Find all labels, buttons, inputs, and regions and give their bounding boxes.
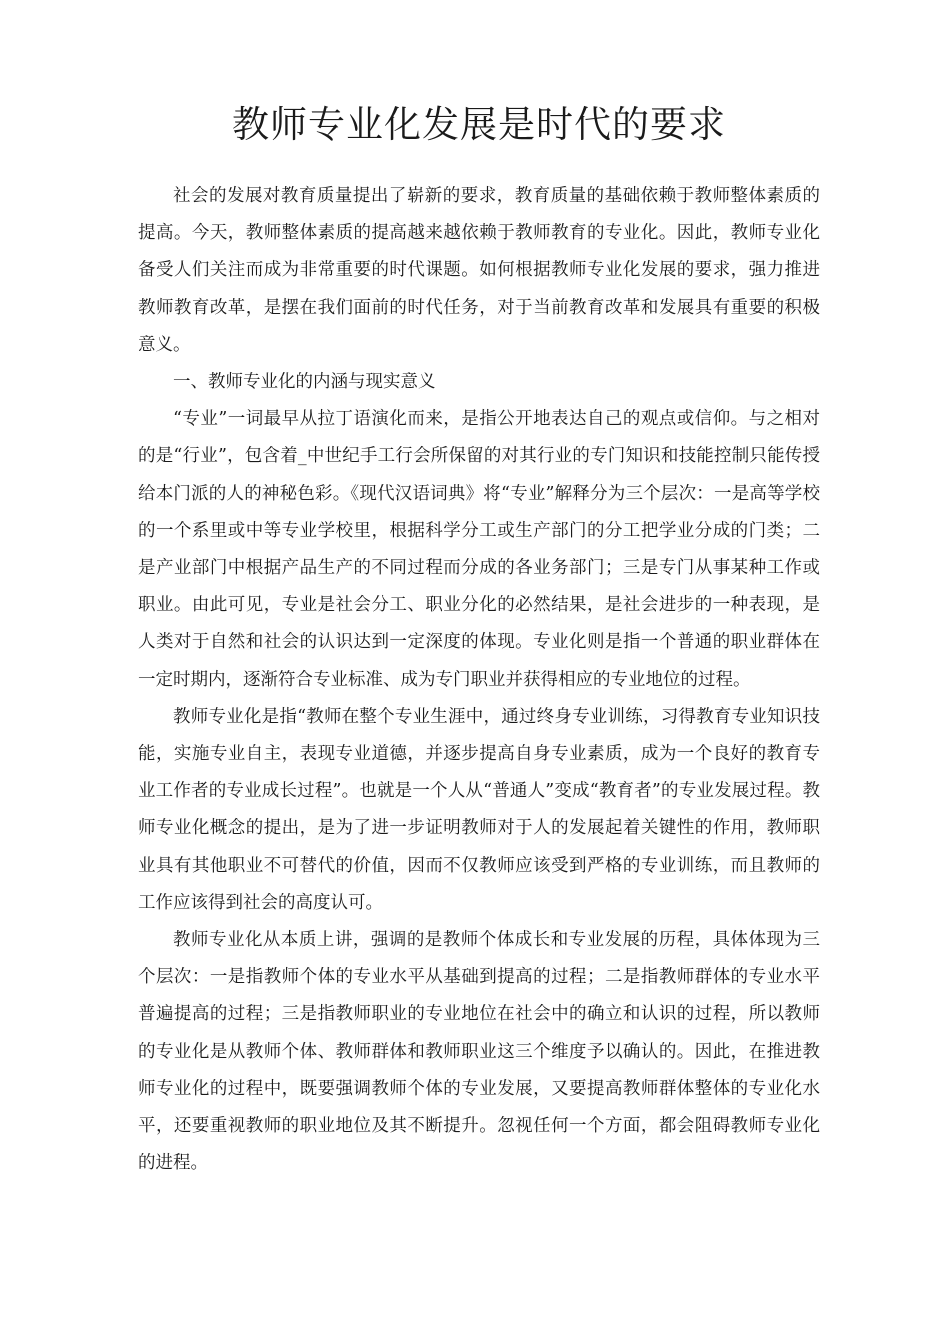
document-title: 教师专业化发展是时代的要求 <box>232 103 726 146</box>
section-heading-1: 一、教师专业化的内涵与现实意义 <box>173 372 436 393</box>
document-page <box>138 96 820 1182</box>
paragraph-profession-definition: “专业”一词最早从拉丁语演化而来，是指公开地表达自己的观点或信仰。与之相对的是“行业”，包含着_中世纪手工行会所保留的对其行业的专门知识和技能控制只能传授给本门派的人的神秘色彩。《现代汉语词典》将“专业”解释分为三个层次：一是高等学校的一个系里或中等专业学校里，根据科学分工或生产部门的分工把学业分成的门类；二是产业部门中根据产品生产的不同过程而分成的各业务部门；三是专门从事某种工作或职业。由此可见，专业是社会分工、职业分化的必然结果，是社会进步的一种表现，是人类对于自然和社会的认识达到一定深度的体现。专业化则是指一个普通的职业群体在一定时期内，逐渐符合专业标准、成为专门职业并获得相应的专业地位的过程。 <box>138 409 820 690</box>
paragraph-teacher-professionalization: 教师专业化是指“教师在整个专业生涯中，通过终身专业训练，习得教育专业知识技能，实施专业自主，表现专业道德，并逐步提高自身专业素质，成为一个良好的教育专业工作者的专业成长过程”。也就是一个人从“普通人”变成“教育者”的专业发展过程。教师专业化概念的提出，是为了进一步证明教师对于人的发展起着关键性的作用，教师职业具有其他职业不可替代的价值，因而不仅教师应该受到严格的专业训练，而且教师的工作应该得到社会的高度认可。 <box>138 706 820 913</box>
paragraph-intro: 社会的发展对教育质量提出了崭新的要求，教育质量的基础依赖于教师整体素质的提高。今天，教师整体素质的提高越来越依赖于教师教育的专业化。因此，教师专业化备受人们关注而成为非常重要的时代课题。如何根据教师专业化发展的要求，强力推进教师教育改革，是摆在我们面前的时代任务，对于当前教育改革和发展具有重要的积极意义。 <box>138 186 820 355</box>
paragraph-three-levels: 教师专业化从本质上讲，强调的是教师个体成长和专业发展的历程，具体体现为三个层次：一是指教师个体的专业水平从基础到提高的过程；二是指教师群体的专业水平普遍提高的过程；三是指教师职业的专业地位在社会中的确立和认识的过程，所以教师的专业化是从教师个体、教师群体和教师职业这三个维度予以确认的。因此，在推进教师专业化的过程中，既要强调教师个体的专业发展，又要提高教师群体整体的专业化水平，还要重视教师的职业地位及其不断提升。忽视任何一个方面，都会阻碍教师专业化的进程。 <box>138 930 820 1174</box>
document-body <box>138 178 820 1182</box>
